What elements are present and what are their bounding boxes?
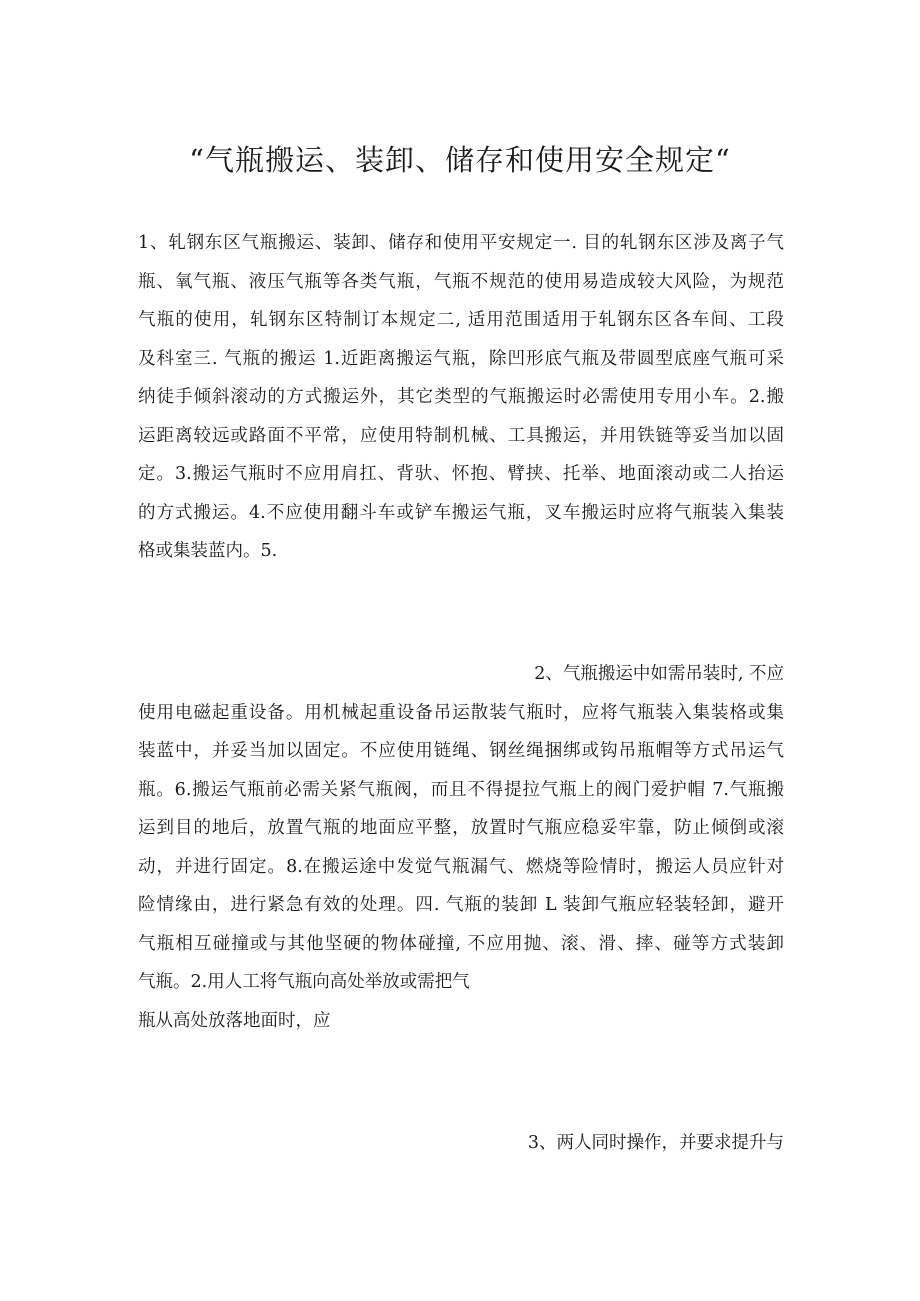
- paragraph-heading: 3、两人同时操作，并要求提升与: [527, 1133, 784, 1153]
- paragraph-line: 1、轧钢东区气瓶搬运、装卸、储存和使用平安规定一. 目的轧钢东区涉及离子气: [138, 233, 784, 253]
- paragraph-line: 及科室三. 气瓶的搬运 1.近距离搬运气瓶，除凹形底气瓶及带圆型底座气瓶可采: [138, 348, 784, 369]
- document-title: “气瓶搬运、装卸、储存和使用安全规定“: [189, 143, 731, 177]
- paragraph-line: 运距离较远或路面不平常，应使用特制机械、工具搬运，并用铁链等妥当加以固: [138, 425, 784, 446]
- paragraph-heading: 2、气瓶搬运中如需吊装时, 不应: [534, 664, 784, 684]
- paragraph-3: [138, 1124, 784, 1163]
- paragraph-line: 装蓝中，并妥当加以固定。不应使用链绳、钢丝绳捆绑或钩吊瓶帽等方式吊运气: [138, 741, 784, 761]
- paragraph-line: 险情缘由，进行紧急有效的处理。四. 气瓶的装卸 L 装卸气瓶应轻装轻卸，避开: [138, 895, 784, 915]
- paragraph-line: 瓶。6.搬运气瓶前必需关紧气瓶阀，而且不得提拉气瓶上的阀门爱护帽 7.气瓶搬: [138, 779, 784, 800]
- paragraph-line: 使用电磁起重设备。用机械起重设备吊运散装气瓶时，应将气瓶装入集装格或集: [138, 702, 784, 723]
- paragraph-line: 气瓶相互碰撞或与其他坚硬的物体碰撞, 不应用抛、滚、滑、摔、碰等方式装卸: [138, 933, 784, 954]
- paragraph-line: 气瓶的使用，轧钢东区特制订本规定二, 适用范围适用于轧钢东区各车间、工段: [138, 310, 784, 330]
- paragraph-line: 的方式搬运。4.不应使用翻斗车或铲车搬运气瓶，叉车搬运时应将气瓶装入集装: [138, 502, 784, 523]
- paragraph-line: 气瓶。2.用人工将气瓶向高处举放或需把气: [138, 972, 470, 992]
- paragraph-line: 纳徒手倾斜滚动的方式搬运外，其它类型的气瓶搬运时必需使用专用小车。2.搬: [138, 387, 784, 407]
- paragraph-2: [138, 655, 784, 1040]
- paragraph-line: 格或集装蓝内。5.: [138, 541, 278, 561]
- paragraph-line: 动，并进行固定。8.在搬运途中发觉气瓶漏气、燃烧等险情时，搬运人员应针对: [138, 856, 784, 877]
- paragraph-line: 定。3.搬运气瓶时不应用肩扛、背驮、怀抱、臂挟、托举、地面滚动或二人抬运: [138, 464, 784, 484]
- paragraph-line: 瓶、氧气瓶、液压气瓶等各类气瓶，气瓶不规范的使用易造成较大风险，为规范: [138, 271, 784, 292]
- paragraph-line: 运到目的地后，放置气瓶的地面应平整，放置时气瓶应稳妥牢靠，防止倾倒或滚: [138, 818, 784, 838]
- paragraph-1: [138, 224, 784, 571]
- paragraph-line: 瓶从高处放落地面时，应: [138, 1010, 331, 1031]
